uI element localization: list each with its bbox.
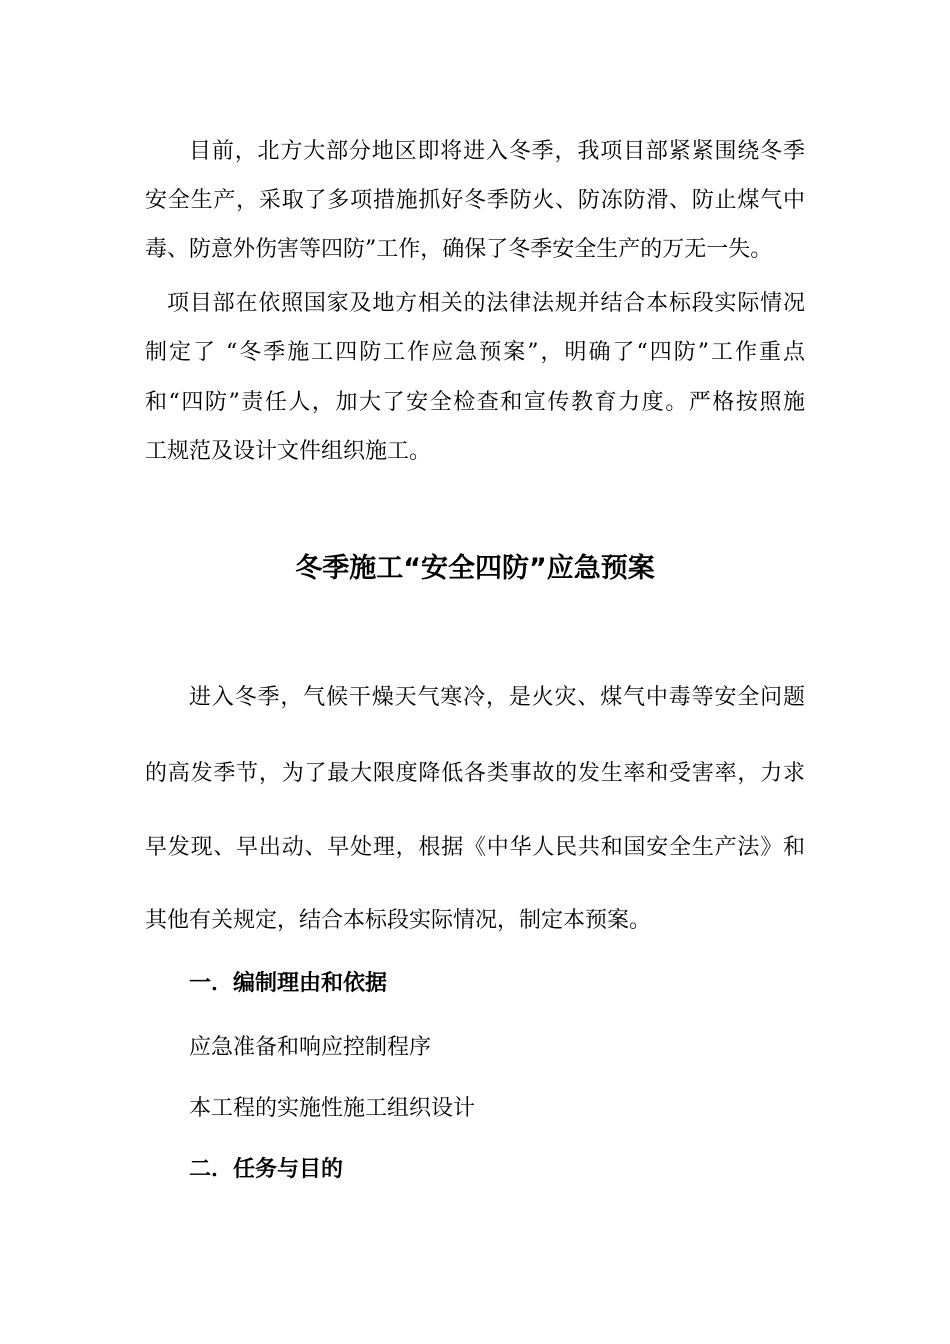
intro-paragraph-1-line-3: 毒、防意外伤害等四防”工作，确保了冬季安全生产的万无一失。 <box>145 237 773 262</box>
section-1-item-2: 本工程的实施性施工组织设计 <box>189 1096 476 1121</box>
document-title: 冬季施工“安全四防”应急预案 <box>295 553 655 584</box>
intro-paragraph-2-line-1: 项目部在依照国家及地方相关的法律法规并结合本标段实际情况 <box>167 291 805 316</box>
intro-paragraph-1-line-1: 目前，北方大部分地区即将进入冬季，我项目部紧紧围绕冬季 <box>189 139 805 164</box>
body-paragraph-line-4: 其他有关规定，结合本标段实际情况，制定本预案。 <box>145 908 652 933</box>
body-paragraph-line-2: 的高发季节，为了最大限度降低各类事故的发生率和受害率，力求 <box>145 761 805 786</box>
section-heading-1: 一．编制理由和依据 <box>189 971 388 996</box>
body-paragraph-line-3: 早发现、早出动、早处理，根据《中华人民共和国安全生产法》和 <box>145 835 805 860</box>
intro-paragraph-1-line-2: 安全生产，采取了多项措施抓好冬季防火、防冻防滑、防止煤气中 <box>145 188 805 213</box>
section-1-item-1: 应急准备和响应控制程序 <box>189 1035 432 1060</box>
body-paragraph-line-1: 进入冬季，气候干燥天气寒冷，是火灾、煤气中毒等安全问题 <box>189 685 805 710</box>
intro-paragraph-2-line-3: 和“四防”责任人，加大了安全检查和宣传教育力度。严格按照施 <box>145 390 805 415</box>
section-heading-2: 二．任务与目的 <box>189 1157 344 1182</box>
intro-paragraph-2-line-2: 制定了 “冬季施工四防工作应急预案”，明确了“四防”工作重点 <box>145 340 805 365</box>
intro-paragraph-2-line-4: 工规范及设计文件组织施工。 <box>145 439 432 464</box>
